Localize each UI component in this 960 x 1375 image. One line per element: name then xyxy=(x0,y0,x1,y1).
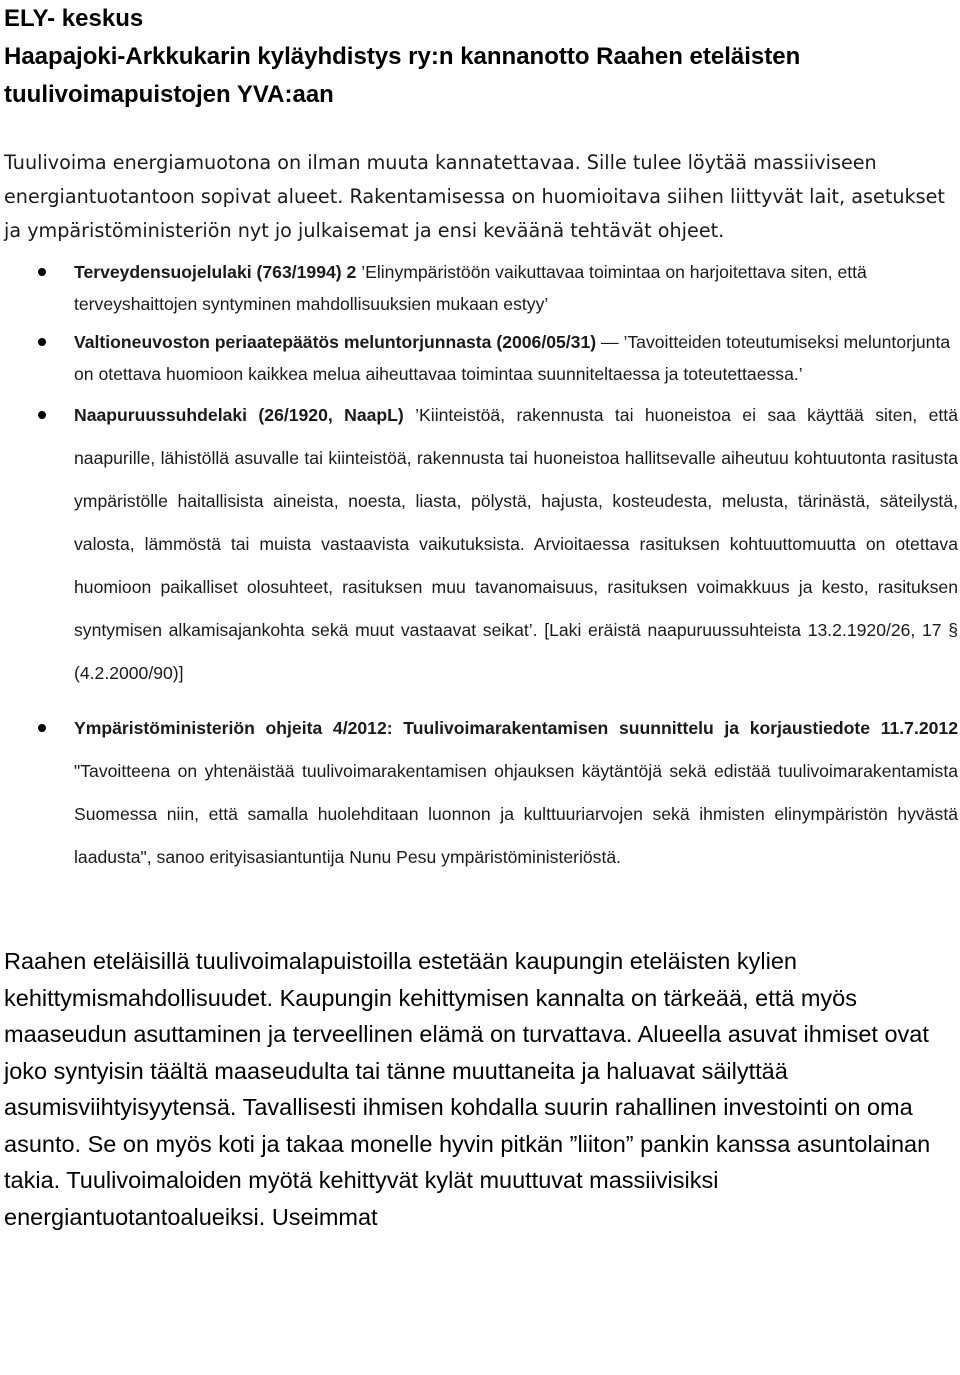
list-item xyxy=(0,707,958,879)
list-item-text: ’Kiinteistöä, rakennusta tai huoneistoa ei saa käyttää siten, että naapurille, lähistöllä asuvalle tai kiinteistöä, rakennusta tai huoneistoa hallitsevalle aiheutuu kohtuutonta rasitusta ympäristölle haitallisista aineista, noesta, liasta, pölystä, hajusta, kosteudesta, melusta, tärinästä, säteilystä, valosta, lämmöstä tai muista vastaavista vaikutuksista. Arvioitaessa rasituksen kohtuuttomuutta on otettava huomioon paikalliset olosuhteet, rasituksen muu tavanomaisuus, rasituksen voimakkuus ja kesto, rasituksen syntymisen alkamisajankohta sekä muut vastaavat seikat’. [Laki eräistä naapuruussuhteista 13.2.1920/26, 17 § (4.2.2000/90)] xyxy=(74,405,958,683)
law-references-list xyxy=(0,256,960,879)
organization-heading: ELY- keskus xyxy=(4,5,144,32)
document-title: Haapajoki-Arkkukarin kyläyhdistys ry:n kannanotto Raahen eteläisten tuulivoimapuistojen YVA:aan xyxy=(4,43,801,108)
bullet-icon xyxy=(38,411,46,419)
list-item-lead: Naapuruussuhdelaki (26/1920, NaapL) xyxy=(74,405,404,425)
intro-paragraph: Tuulivoima energiamuotona on ilman muuta kannatettavaa. Sille tulee löytää massiiviseen energiantuotantoon sopivat alueet. Rakentamisessa on huomioitava siihen liittyvät lait, asetukset ja ympäristöministeriön nyt jo julkaisemat ja ensi keväänä tehtävät ohjeet. xyxy=(4,151,945,242)
bullet-icon xyxy=(38,268,46,276)
list-item-text: ― ’Tavoitteiden toteutumiseksi meluntorjunta on otettava huomioon kaikkea melua aiheuttavaa toimintaa suunniteltaessa ja toteutettaessa.’ xyxy=(74,332,951,384)
bullet-icon xyxy=(38,724,46,732)
list-item-lead: Ympäristöministeriön ohjeita 4/2012: Tuulivoimarakentamisen suunnittelu ja korjaustiedote 11.7.2012 xyxy=(74,718,958,738)
list-item xyxy=(0,326,958,390)
closing-paragraph: Raahen eteläisillä tuulivoimalapuistoilla estetään kaupungin eteläisten kylien kehittymismahdollisuudet. Kaupungin kehittymisen kannalta on tärkeää, että myös maaseudun asuttaminen ja terveellinen elämä on turvattava. Alueella asuvat ihmiset ovat joko syntyisin täältä maaseudulta tai tänne muuttaneita ja haluavat säilyttää asumisviihtyisyytensä. Tavallisesti ihmisen kohdalla suurin rahallinen investointi on oma asunto. Se on myös koti ja takaa monelle hyvin pitkän ”liiton” pankin kanssa asuntolainan takia. Tuulivoimaloiden myötä kehittyvät kylät muuttuvat massiivisiksi energiantuotantoalueiksi. Useimmat xyxy=(4,948,931,1230)
list-item-text: ’Elinympäristöön vaikuttavaa toimintaa on harjoitettava siten, että terveyshaittojen syntyminen mahdollisuuksien mukaan estyy’ xyxy=(74,262,867,314)
list-item-lead: Valtioneuvoston periaatepäätös meluntorjunnasta (2006/05/31) xyxy=(74,332,597,352)
list-item-text: "Tavoitteena on yhtenäistää tuulivoimarakentamisen ohjauksen käytäntöjä sekä edistää tuulivoimarakentamista Suomessa niin, että samalla huolehditaan luonnon ja kulttuuriarvojen sekä ihmisten elinympäristön hyvästä laadusta", sanoo erityisasiantuntija Nunu Pesu ympäristöministeriöstä. xyxy=(74,761,958,867)
list-item-lead: Terveydensuojelulaki (763/1994) 2 xyxy=(74,262,357,282)
list-item xyxy=(0,394,958,695)
list-item xyxy=(0,256,958,320)
bullet-icon xyxy=(38,338,46,346)
